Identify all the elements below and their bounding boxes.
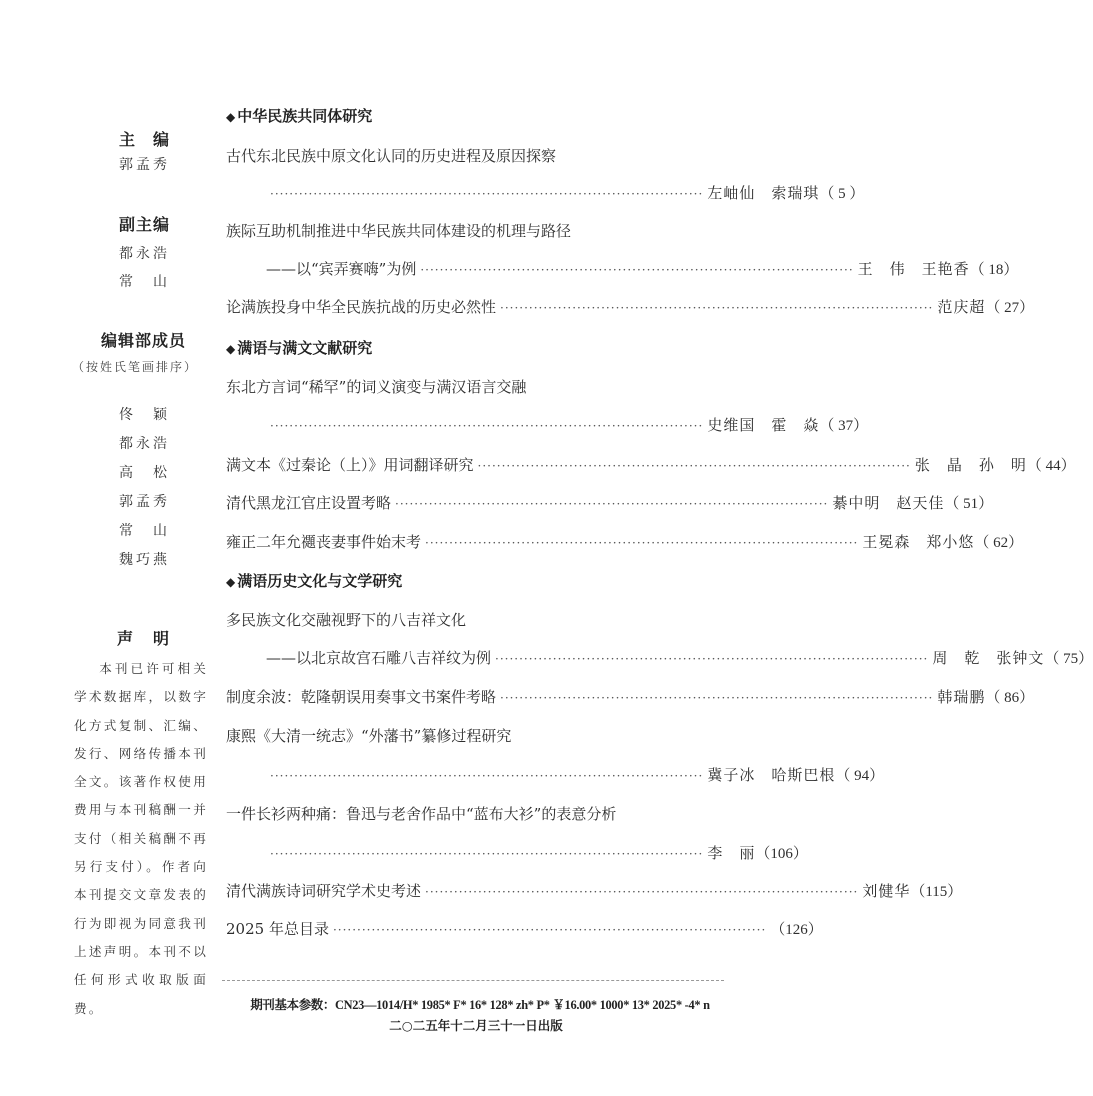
member-name: 都永浩 [119, 436, 170, 452]
entry-title[interactable]: 族际互助机制推进中华民族共同体建设的机理与路径 [226, 222, 572, 240]
entry-title[interactable]: 清代黑龙江官庄设置考略 [226, 494, 392, 512]
toc-entry-title[interactable] [226, 145, 720, 167]
leader-dots: ·························································································· [425, 885, 859, 899]
toc-entry[interactable] [226, 686, 1035, 708]
entry-authors: 韩瑞鹏 [937, 688, 986, 706]
toc-entry-title[interactable] [226, 725, 720, 747]
deputy-editor-name: 都永浩 [119, 246, 170, 262]
entry-title[interactable]: 制度余波：乾隆朝误用奏事文书案件考略 [226, 688, 497, 706]
toc-entry-byline [266, 842, 808, 864]
toc-entry[interactable] [226, 918, 823, 940]
leader-dots: ·························································································· [270, 419, 704, 433]
toc-entry-byline [266, 764, 885, 786]
entry-authors: 李 丽 [707, 844, 756, 862]
toc-entry[interactable] [226, 492, 994, 514]
leader-dots: ·························································································· [395, 497, 829, 511]
toc-entry[interactable] [226, 880, 963, 902]
entry-page: （ 37） [819, 418, 869, 434]
entry-page: （ 94） [835, 768, 885, 784]
member-name: 魏巧燕 [119, 552, 170, 568]
entry-title[interactable]: 满文本《过秦论（上）》用词翻译研究 [226, 456, 474, 474]
toc-entry-title[interactable] [226, 803, 720, 825]
footer-divider [222, 980, 724, 981]
toc-entry-byline [266, 647, 1093, 669]
leader-dots: ·························································································· [500, 691, 934, 705]
toc-entry[interactable] [226, 531, 1024, 553]
entry-authors: 左岫仙 索瑞琪 [707, 184, 820, 202]
toc-entry[interactable] [226, 454, 1076, 476]
entry-page: （ 44） [1026, 458, 1076, 474]
member-name: 高 松 [119, 465, 170, 481]
entry-title[interactable]: 多民族文化交融视野下的八吉祥文化 [226, 611, 467, 629]
diamond-icon: ◆ [226, 575, 236, 589]
leader-dots: ·························································································· [425, 536, 859, 550]
entry-title[interactable]: 论满族投身中华全民族抗战的历史必然性 [226, 298, 497, 316]
publication-date: 二○二五年十二月三十一日出版 [389, 1018, 563, 1033]
section-heading [226, 570, 402, 591]
toc-entry-title[interactable] [226, 376, 720, 398]
entry-page: （ 75） [1044, 651, 1093, 667]
declaration-text: 本刊已许可相关学术数据库，以数字化方式复制、汇编、发行、网络传播本刊全文。该著作权使用费用与本刊稿酬一并支付（相关稿酬不再另行支付）。作者向本刊提交文章发表的行为即视为同意我刊上述声明。本刊不以任何形式收取版面费。 [74, 661, 208, 1016]
members-label: 编辑部成员 [101, 331, 187, 350]
entry-authors: 周 乾 张钟文 [932, 649, 1045, 667]
entry-page: （ 86） [985, 690, 1035, 706]
leader-dots: ·························································································· [332, 923, 767, 937]
entry-page: （106） [755, 846, 808, 862]
toc-entry[interactable] [226, 296, 1035, 318]
section-heading-text: 满语与满文文献研究 [237, 339, 373, 357]
leader-dots: ·························································································· [270, 847, 704, 861]
toc-entry-title[interactable] [226, 609, 720, 631]
declaration-title: 声 明 [117, 629, 172, 648]
deputy-editor-label: 副主编 [119, 215, 171, 234]
entry-authors: 范庆超 [937, 298, 986, 316]
entry-title[interactable]: 东北方言词“稀罕”的词义演变与满汉语言交融 [226, 378, 527, 396]
entry-authors: 冀子冰 哈斯巴根 [707, 766, 836, 784]
section-heading [226, 105, 372, 126]
chief-editor-name: 郭孟秀 [119, 157, 170, 173]
entry-authors: 史维国 霍 焱 [707, 416, 820, 434]
members-note: （按姓氏笔画排序） [72, 360, 199, 374]
section-heading-text: 满语历史文化与文学研究 [237, 572, 403, 590]
leader-dots: ·························································································· [477, 459, 911, 473]
entry-authors: 刘健华 [862, 882, 911, 900]
entry-title[interactable]: 雍正二年允禵丧妻事件始末考 [226, 533, 422, 551]
entry-title[interactable]: 康熙《大清一统志》“外藩书”纂修过程研究 [226, 727, 512, 745]
section-heading [226, 337, 372, 358]
entry-page: （ 18） [969, 262, 1019, 278]
section-heading-text: 中华民族共同体研究 [237, 107, 373, 125]
entry-page: （126） [770, 922, 823, 938]
entry-subtitle: ——以“宾弄赛嗨”为例 [266, 260, 417, 278]
journal-parameters: 期刊基本参数：CN23—1014/H* 1985* F* 16* 128* zh* P* ￥16.00* 1000* 13* 2025* -4* n [250, 998, 710, 1012]
diamond-icon: ◆ [226, 342, 236, 356]
declaration-text-block [74, 655, 208, 1023]
leader-dots: ·························································································· [270, 187, 704, 201]
deputy-editor-name: 常 山 [119, 274, 170, 290]
entry-authors: 王冕森 郑小悠 [862, 533, 975, 551]
chief-editor-label: 主 编 [119, 130, 171, 149]
diamond-icon: ◆ [226, 110, 236, 124]
toc-entry-byline [266, 414, 869, 436]
entry-page: （ 62） [974, 535, 1024, 551]
entry-title[interactable]: 古代东北民族中原文化认同的历史进程及原因探察 [226, 147, 557, 165]
leader-dots: ·························································································· [420, 263, 854, 277]
entry-page: （115） [910, 884, 963, 900]
entry-page: （ 27） [985, 300, 1035, 316]
toc-entry-byline [266, 258, 1019, 280]
entry-title[interactable]: 一件长衫两种痛：鲁迅与老舍作品中“蓝布大衫”的表意分析 [226, 805, 617, 823]
leader-dots: ·························································································· [270, 769, 704, 783]
entry-page: （ 51） [944, 496, 994, 512]
member-name: 常 山 [119, 523, 170, 539]
leader-dots: ·························································································· [495, 652, 929, 666]
entry-authors: 王 伟 王艳香 [857, 260, 970, 278]
entry-authors: 綦中明 赵天佳 [832, 494, 945, 512]
entry-authors: 张 晶 孙 明 [914, 456, 1027, 474]
toc-entry-title[interactable] [226, 220, 720, 242]
member-name: 佟 颖 [119, 407, 170, 423]
toc-entry-byline [266, 182, 865, 204]
entry-subtitle: ——以北京故宫石雕八吉祥纹为例 [266, 649, 492, 667]
leader-dots: ·························································································· [500, 301, 934, 315]
member-name: 郭孟秀 [119, 494, 170, 510]
entry-title[interactable]: 清代满族诗词研究学术史考述 [226, 882, 422, 900]
entry-page: （ 5 ） [819, 186, 865, 202]
entry-title[interactable]: 2025 年总目录 [226, 920, 329, 938]
